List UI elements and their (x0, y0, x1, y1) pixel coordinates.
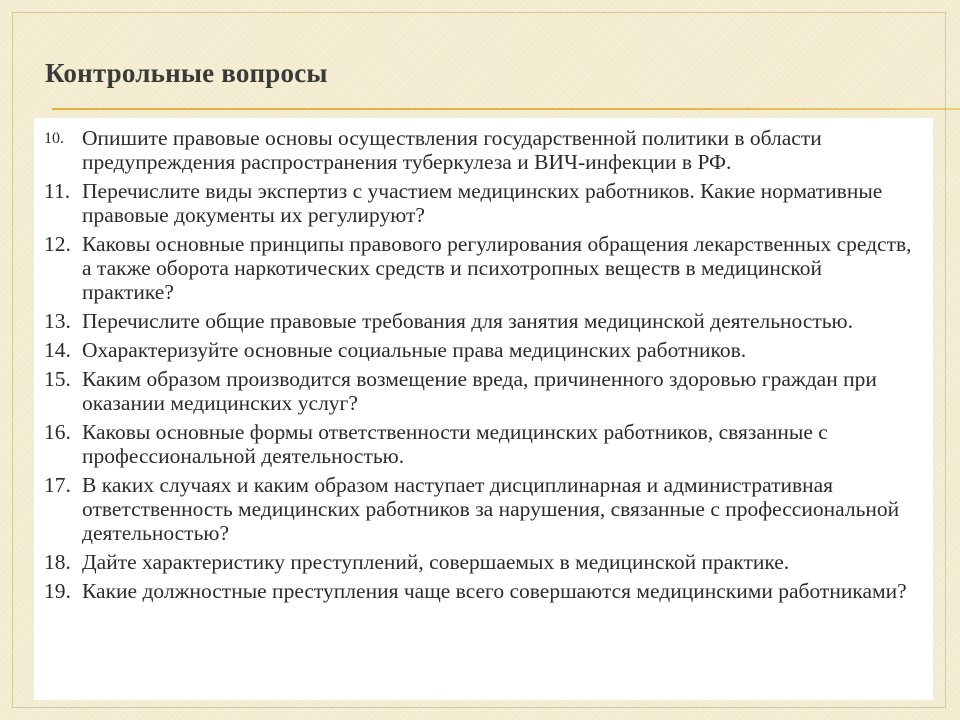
question-text: Охарактеризуйте основные социальные права медицинских работников. (82, 338, 747, 362)
question-text: В каких случаях и каким образом наступает дисциплинарная и административная ответственность медицинских работников за нарушения, связанные с профессиональной деятельностью? (82, 473, 900, 545)
question-item-17 (44, 473, 919, 545)
question-text: Какие должностные преступления чаще всего совершаются медицинскими работниками? (82, 579, 907, 603)
question-number: 18. (44, 550, 71, 574)
question-text: Каким образом производится возмещение вреда, причиненного здоровью граждан при оказании медицинских услуг? (82, 367, 877, 415)
question-number: 12. (44, 232, 71, 256)
title-divider (52, 108, 960, 110)
question-item-13 (44, 309, 919, 333)
question-text: Каковы основные формы ответственности медицинских работников, связанные с профессиональной деятельностью. (82, 420, 828, 468)
question-text: Опишите правовые основы осуществления государственной политики в области предупреждения распространения туберкулеза и ВИЧ-инфекции в РФ. (82, 126, 822, 174)
slide-title: Контрольные вопросы (45, 58, 328, 88)
question-text: Каковы основные принципы правового регулирования обращения лекарственных средств, а также оборота наркотических средств и психотропных веществ в медицинской практике? (82, 232, 912, 304)
question-number: 16. (44, 420, 71, 444)
question-text: Перечислите общие правовые требования для занятия медицинской деятельностью. (82, 309, 853, 333)
questions-panel (34, 118, 933, 700)
question-item-11 (44, 179, 919, 227)
question-number: 13. (44, 309, 71, 333)
question-item-19 (44, 579, 919, 603)
question-number: 11. (44, 179, 71, 203)
question-item-10 (44, 126, 919, 174)
question-item-14 (44, 338, 919, 362)
question-number: 10. (44, 130, 64, 147)
question-number: 14. (44, 338, 71, 362)
question-text: Дайте характеристику преступлений, совершаемых в медицинской практике. (82, 550, 790, 574)
question-number: 19. (44, 579, 71, 603)
question-list (44, 126, 919, 603)
question-item-15 (44, 367, 919, 415)
question-item-18 (44, 550, 919, 574)
question-text: Перечислите виды экспертиз с участием медицинских работников. Какие нормативные правовые документы их регулируют? (82, 179, 883, 227)
question-number: 15. (44, 367, 71, 391)
question-item-16 (44, 420, 919, 468)
question-item-12 (44, 232, 919, 304)
question-number: 17. (44, 473, 71, 497)
